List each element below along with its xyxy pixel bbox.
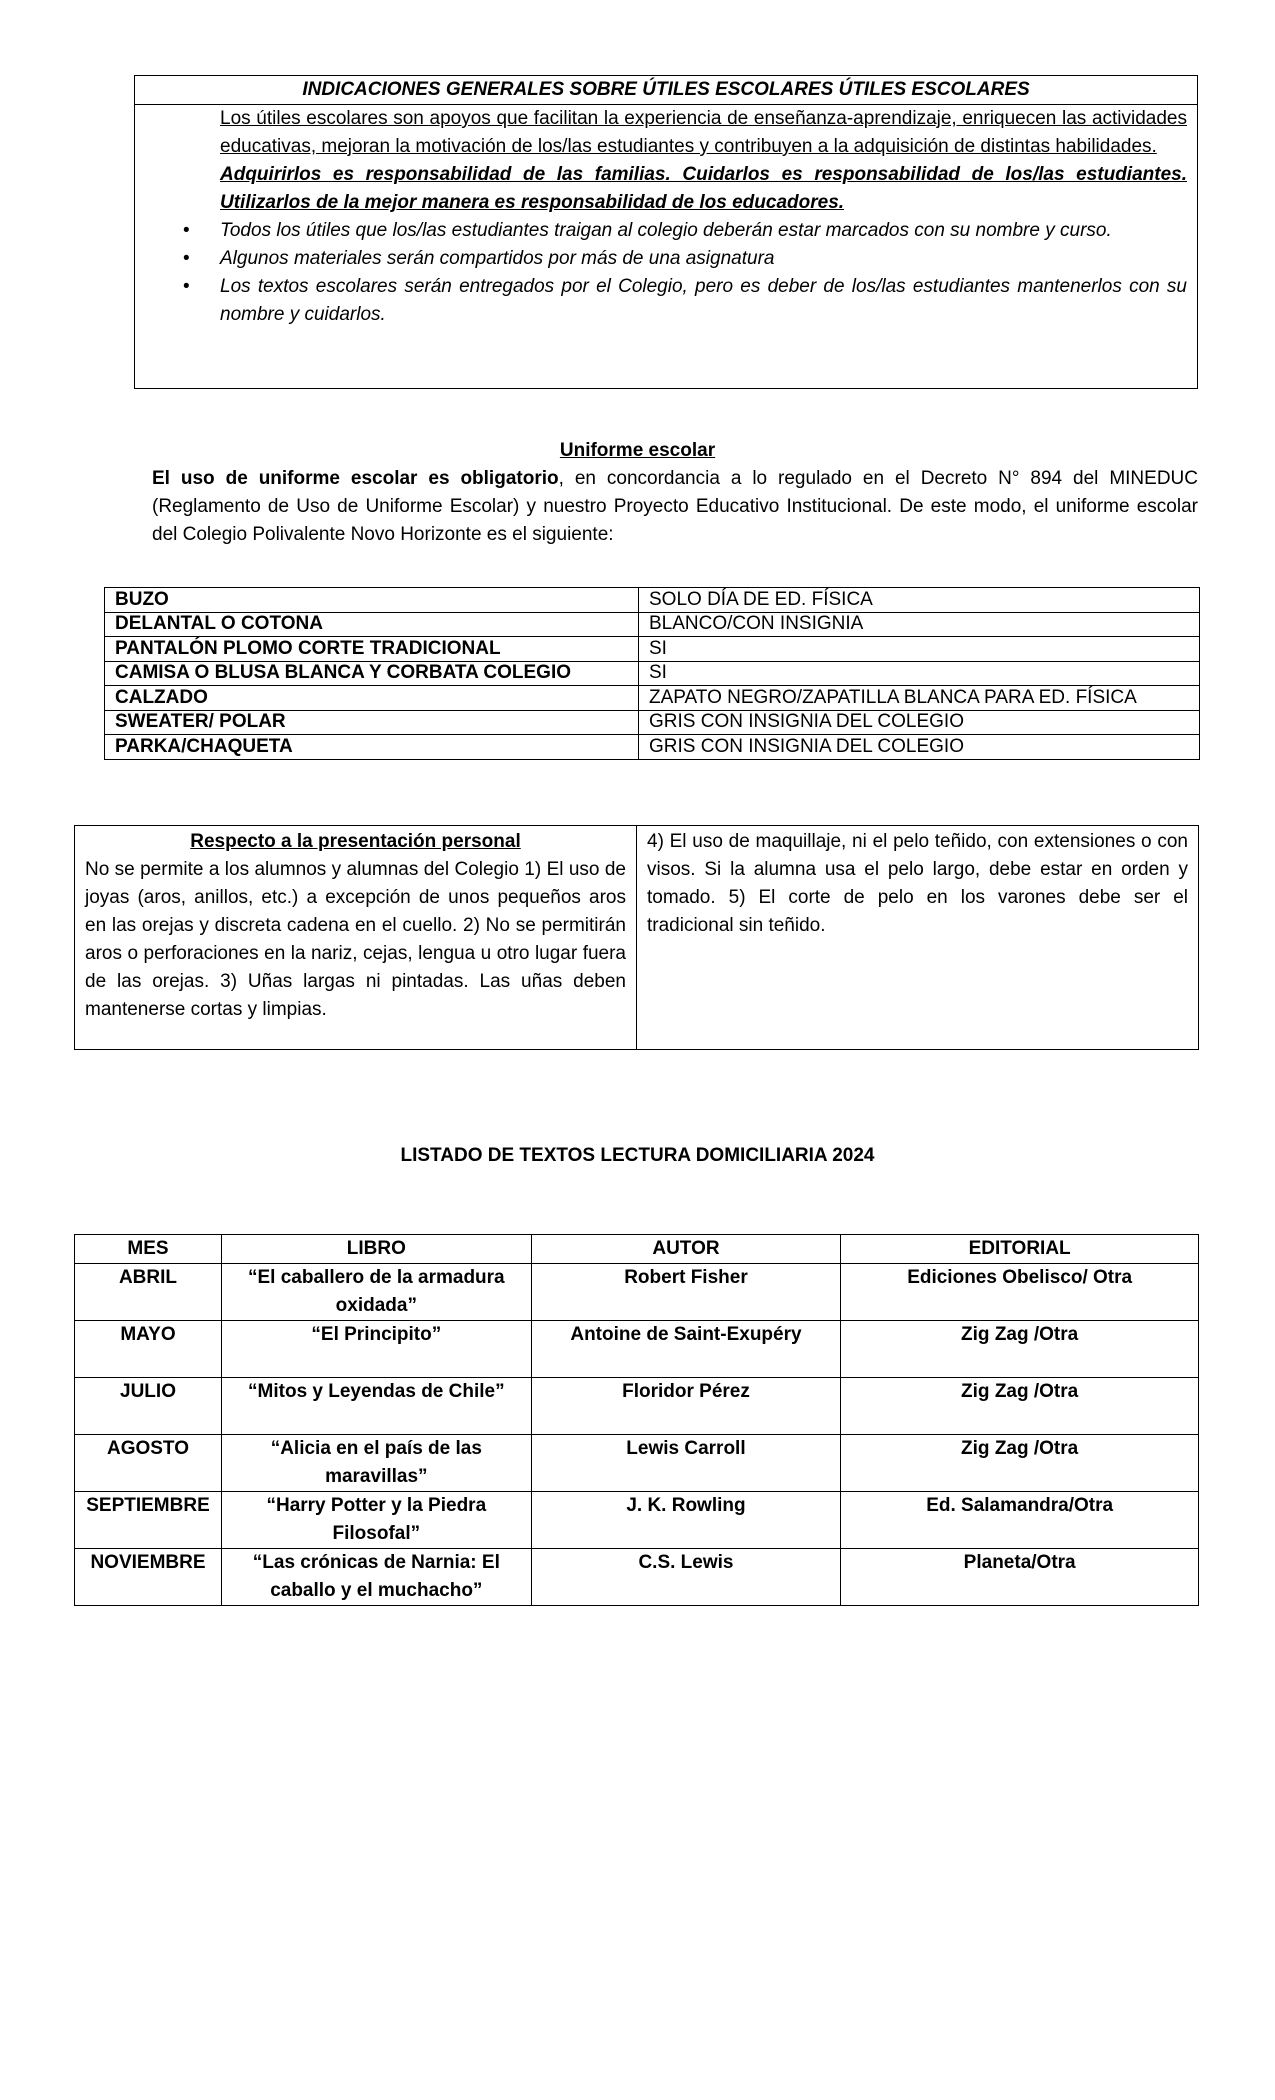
libro-cell: “Mitos y Leyendas de Chile” [221,1378,531,1435]
uniforme-item: PARKA/CHAQUETA [105,735,639,760]
autor-cell: J. K. Rowling [531,1492,841,1549]
uniforme-intro-bold: El uso de uniforme escolar es obligatorio [152,468,559,489]
uniforme-item: DELANTAL O COTONA [105,612,639,637]
presentacion-left-cell [75,826,637,1050]
table-row [75,1378,1199,1435]
uniforme-value: SI [639,661,1200,686]
libro-cell: “Alicia en el país de las maravillas” [221,1435,531,1492]
bullet-icon: • [183,220,190,241]
table-row [105,735,1200,760]
table-row [105,686,1200,711]
editorial-cell: Planeta/Otra [841,1549,1199,1606]
autor-cell: Robert Fisher [531,1264,841,1321]
table-row [75,1435,1199,1492]
mes-cell: AGOSTO [75,1435,222,1492]
listado-heading: LISTADO DE TEXTOS LECTURA DOMICILIARIA 2024 [400,1145,875,1166]
mes-cell: NOVIEMBRE [75,1549,222,1606]
mes-cell: MAYO [75,1321,222,1378]
autor-cell: Antoine de Saint-Exupéry [531,1321,841,1378]
indicaciones-paragraph-2: Adquirirlos es responsabilidad de las familias. Cuidarlos es responsabilidad de los/las estudiantes. Utilizarlos de la mejor manera es responsabilidad de los educadores. [220,164,1187,213]
table-row [105,710,1200,735]
uniforme-item: CALZADO [105,686,639,711]
editorial-cell: Ed. Salamandra/Otra [841,1492,1199,1549]
presentacion-table [74,825,1199,1050]
table-row [105,661,1200,686]
uniforme-item: CAMISA O BLUSA BLANCA Y CORBATA COLEGIO [105,661,639,686]
list-item-text: Los textos escolares serán entregados por el Colegio, pero es deber de los/las estudiantes mantenerlos con su nombre y cuidarlos. [220,276,1187,325]
indicaciones-box [134,75,1198,389]
table-row [105,588,1200,613]
presentacion-right-cell [637,826,1199,1050]
editorial-cell: Zig Zag /Otra [841,1435,1199,1492]
uniforme-intro-text: , en concordancia a lo regulado en el Decreto N° 894 del MINEDUC (Reglamento de Uso de Uniforme Escolar) y nuestro Proyecto Educativo Institucional. De este modo, el uniforme escolar del Colegio Polivalente Novo Horizonte es el siguiente: [152,468,1198,545]
bullet-icon: • [183,248,190,269]
mes-cell: ABRIL [75,1264,222,1321]
editorial-cell: Zig Zag /Otra [841,1378,1199,1435]
libro-cell: “Las crónicas de Narnia: El caballo y el muchacho” [221,1549,531,1606]
list-item-text: Todos los útiles que los/las estudiantes traigan al colegio deberán estar marcados con su nombre y curso. [220,220,1112,241]
uniforme-item: SWEATER/ POLAR [105,710,639,735]
mes-cell: JULIO [75,1378,222,1435]
uniforme-value: SOLO DÍA DE ED. FÍSICA [639,588,1200,613]
table-row [75,1549,1199,1606]
column-header: EDITORIAL [841,1235,1199,1264]
uniforme-value: ZAPATO NEGRO/ZAPATILLA BLANCA PARA ED. FÍSICA [639,686,1200,711]
presentacion-right-text: 4) El uso de maquillaje, ni el pelo teñido, con extensiones o con visos. Si la alumna usa el pelo largo, debe estar en orden y tomado. 5) El corte de pelo en los varones debe ser el tradicional sin teñido. [647,831,1188,936]
mes-cell: SEPTIEMBRE [75,1492,222,1549]
autor-cell: Lewis Carroll [531,1435,841,1492]
uniforme-value: SI [639,637,1200,662]
uniforme-table [104,587,1200,760]
indicaciones-title: INDICACIONES GENERALES SOBRE ÚTILES ESCOLARES ÚTILES ESCOLARES [135,76,1197,105]
presentacion-title: Respecto a la presentación personal [190,831,521,852]
libro-cell: “El Principito” [221,1321,531,1378]
table-row [75,1264,1199,1321]
list-item [183,245,1187,273]
indicaciones-list [183,217,1187,329]
autor-cell: Floridor Pérez [531,1378,841,1435]
bullet-icon: • [183,276,190,297]
column-header: LIBRO [221,1235,531,1264]
autor-cell: C.S. Lewis [531,1549,841,1606]
indicaciones-body [135,105,1197,329]
table-row [75,1492,1199,1549]
editorial-cell: Ediciones Obelisco/ Otra [841,1264,1199,1321]
table-header-row [75,1235,1199,1264]
indicaciones-paragraph-1: Los útiles escolares son apoyos que facilitan la experiencia de enseñanza-aprendizaje, enriquecen las actividades educativas, mejoran la motivación de los/las estudiantes y contribuyen a la adquisición de distintas habilidades. [220,108,1187,157]
list-item [183,273,1187,329]
table-row [75,1321,1199,1378]
uniforme-value: GRIS CON INSIGNIA DEL COLEGIO [639,735,1200,760]
editorial-cell: Zig Zag /Otra [841,1321,1199,1378]
uniforme-value: BLANCO/CON INSIGNIA [639,612,1200,637]
list-item-text: Algunos materiales serán compartidos por más de una asignatura [220,248,775,269]
uniforme-intro [152,465,1198,549]
libro-cell: “Harry Potter y la Piedra Filosofal” [221,1492,531,1549]
uniforme-value: GRIS CON INSIGNIA DEL COLEGIO [639,710,1200,735]
uniforme-heading: Uniforme escolar [559,440,716,461]
table-row [105,637,1200,662]
uniforme-item: BUZO [105,588,639,613]
list-item [183,217,1187,245]
table-row [105,612,1200,637]
uniforme-item: PANTALÓN PLOMO CORTE TRADICIONAL [105,637,639,662]
column-header: AUTOR [531,1235,841,1264]
presentacion-left-text: No se permite a los alumnos y alumnas del Colegio 1) El uso de joyas (aros, anillos, etc.) a excepción de unos pequeños aros en las orejas y discreta cadena en el cuello. 2) No se permitirán aros o perforaciones en la nariz, cejas, lengua u otro lugar fuera de las orejas. 3) Uñas largas ni pintadas. Las uñas deben mantenerse cortas y limpias. [85,859,626,1020]
libro-cell: “El caballero de la armadura oxidada” [221,1264,531,1321]
column-header: MES [75,1235,222,1264]
table-row [75,826,1199,1050]
listado-table [74,1234,1199,1606]
